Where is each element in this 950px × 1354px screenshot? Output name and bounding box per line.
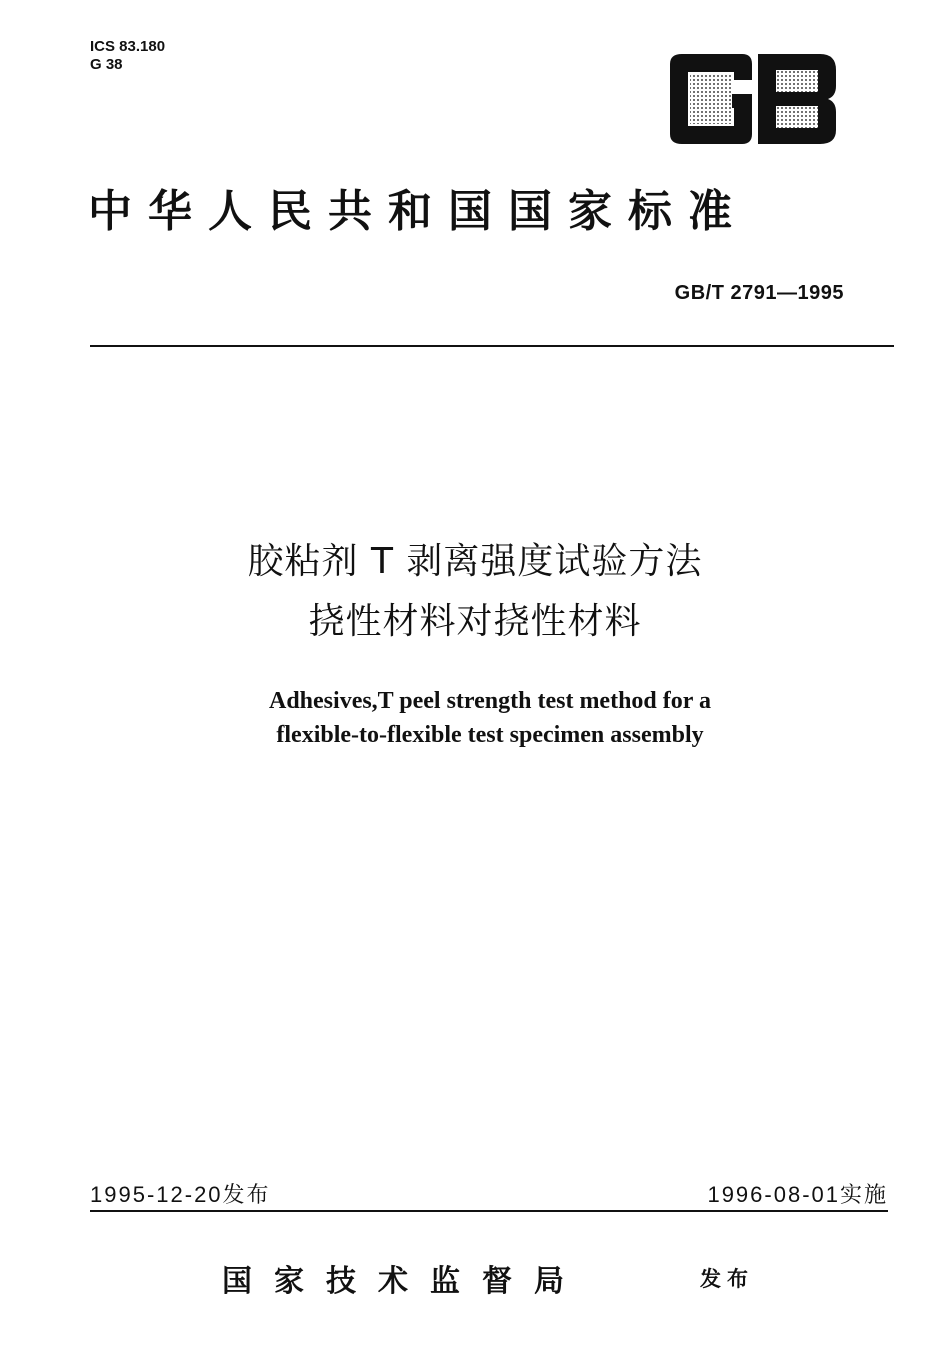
ics-code: ICS 83.180 xyxy=(90,38,166,55)
issuer-name: 国家技术监督局 xyxy=(222,1264,586,1299)
issue-date: 1995-12-20发布 xyxy=(90,1182,271,1207)
gb-logo xyxy=(660,50,842,148)
title-en-line2: flexible-to-flexible test specimen assembly xyxy=(276,722,704,748)
top-divider xyxy=(90,345,894,347)
implementation-date: 1996-08-01实施 xyxy=(707,1182,888,1207)
issuer-action: 发布 xyxy=(700,1267,754,1291)
classification-codes xyxy=(90,38,165,74)
national-standard-title: 中华人民共和国国家标准 xyxy=(88,186,748,237)
standard-number: GB/T 2791—1995 xyxy=(674,282,844,304)
title-cn-line2: 挠性材料对挠性材料 xyxy=(308,601,642,642)
title-cn-line1: 胶粘剂 T 剥离强度试验方法 xyxy=(247,541,703,582)
title-en-line1: Adhesives,T peel strength test method for a xyxy=(269,688,711,714)
ccs-code: G 38 xyxy=(90,56,123,73)
bottom-divider xyxy=(90,1210,888,1212)
